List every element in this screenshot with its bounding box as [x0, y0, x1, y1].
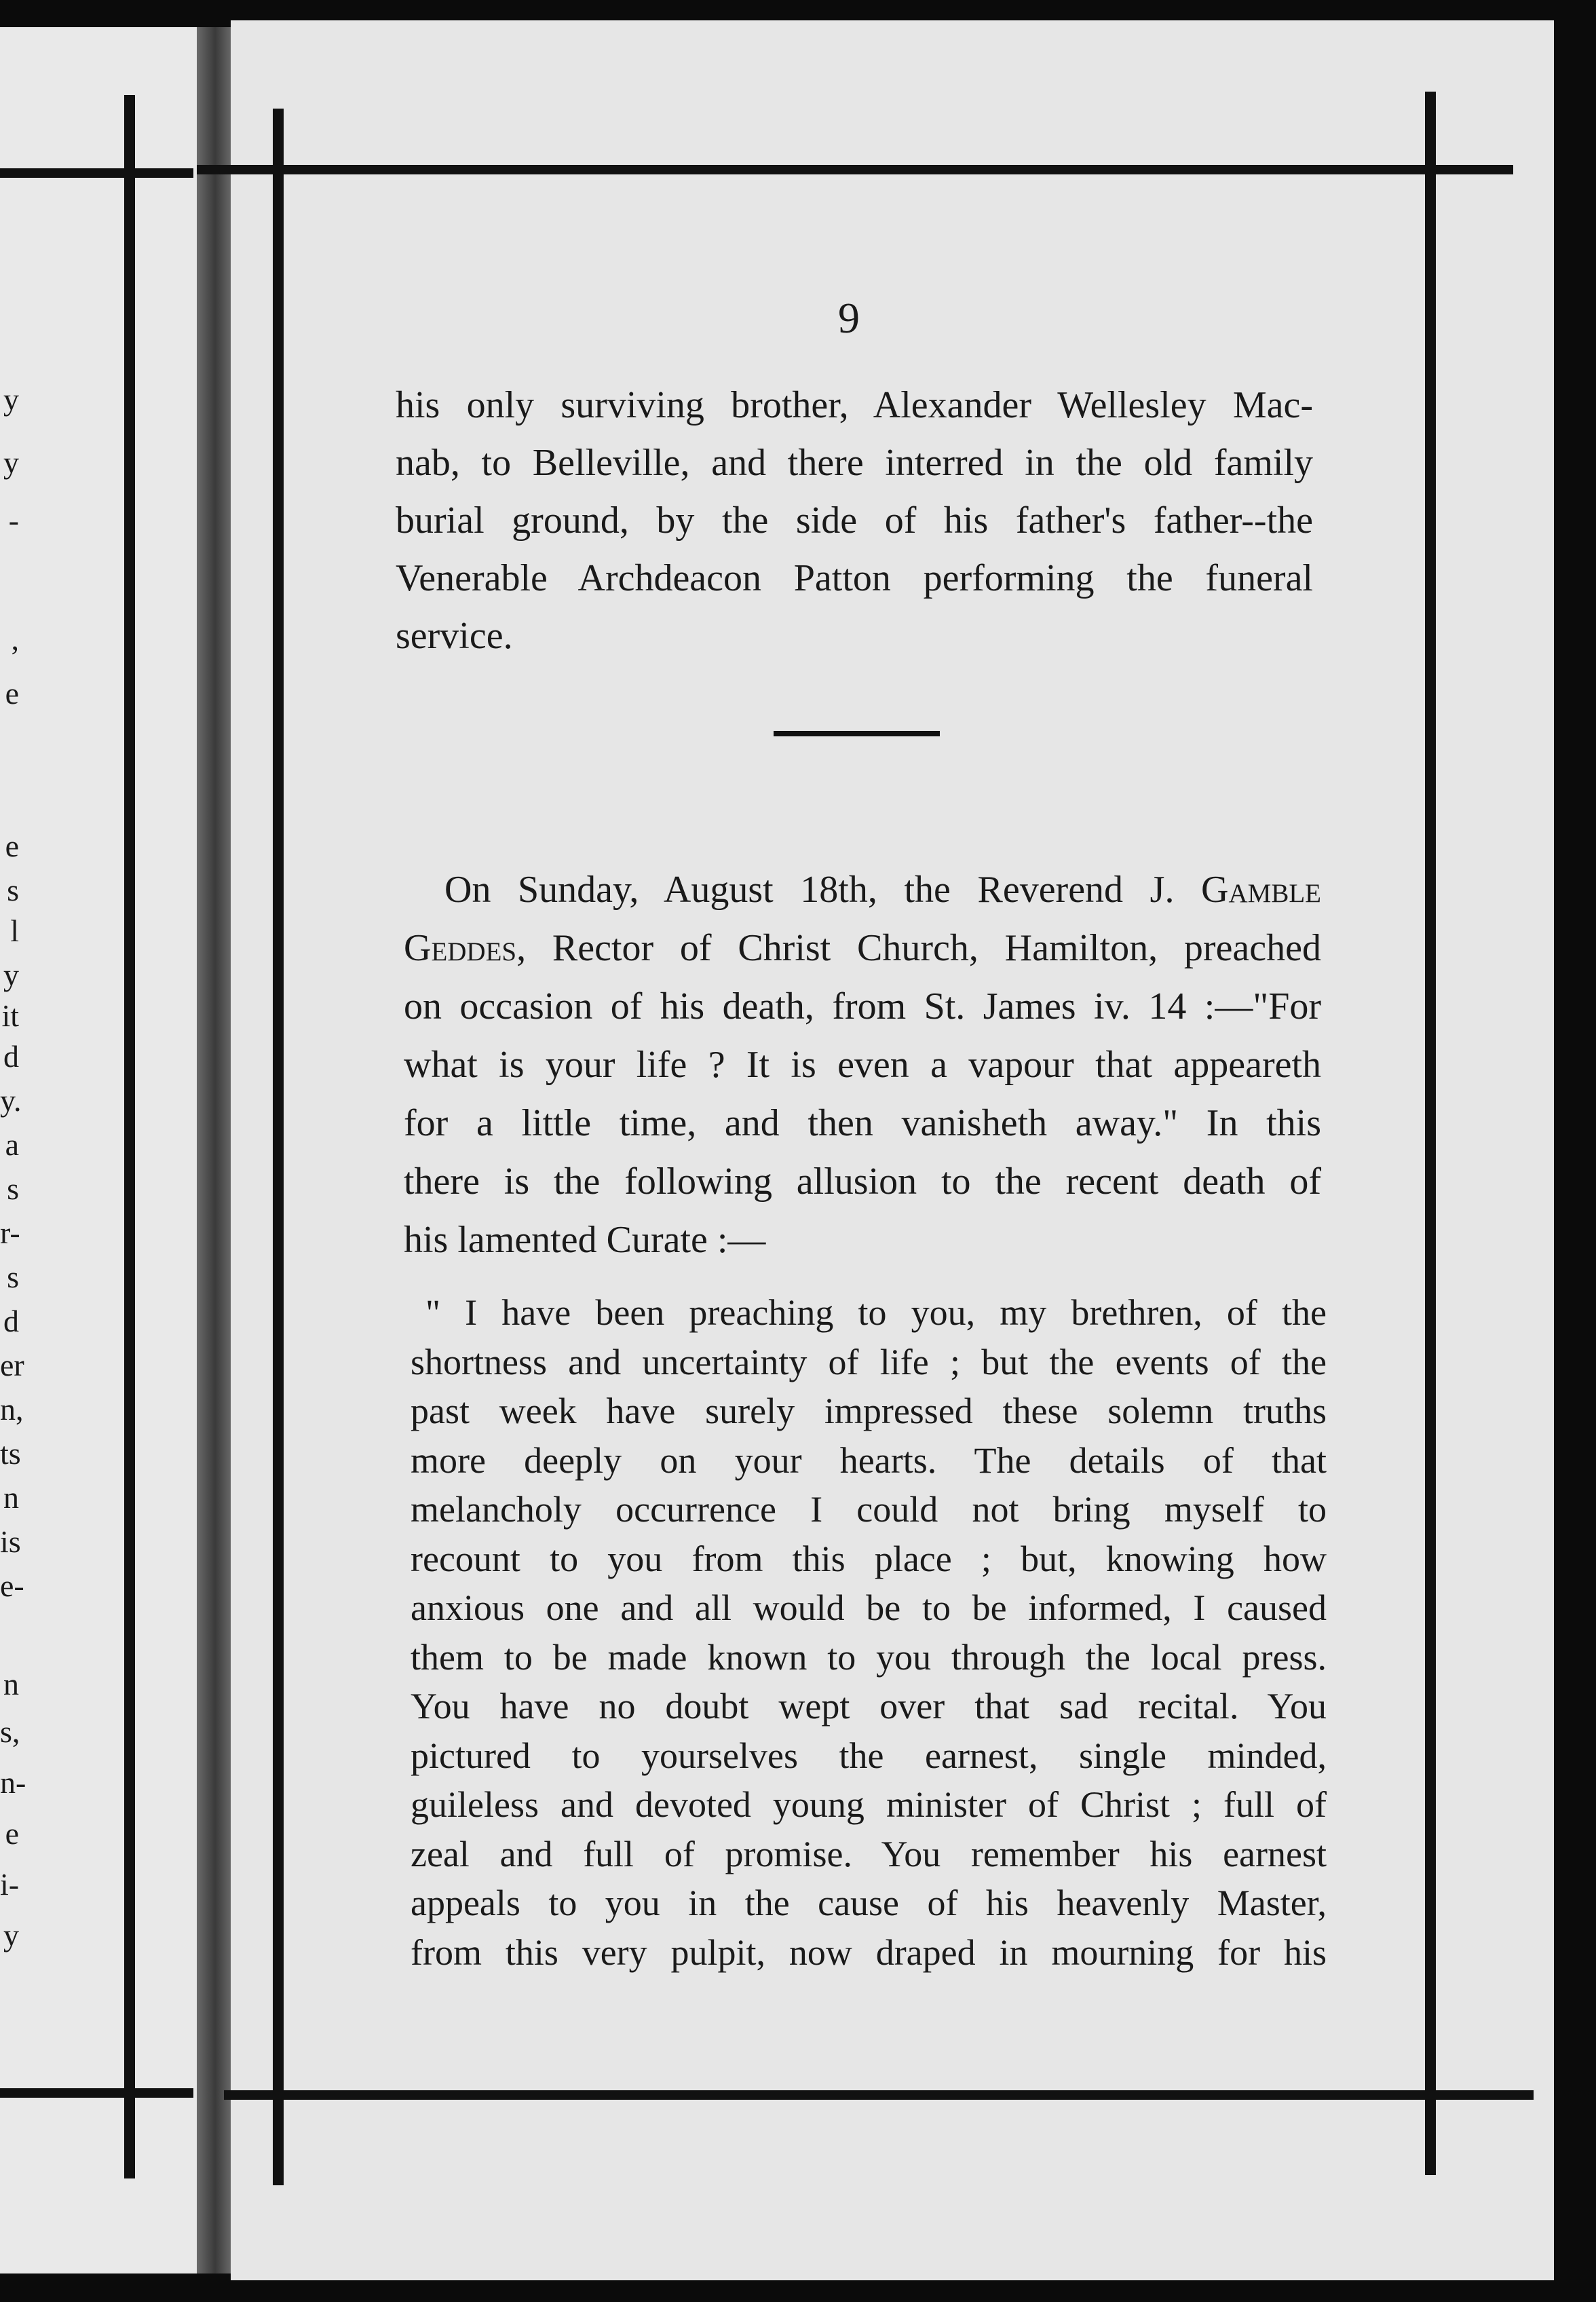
text-line: recount to you from this place ; but, knowing how — [411, 1538, 1327, 1579]
paragraph-sermon-intro — [404, 861, 1321, 1269]
text-line: past week have surely impressed these solemn truths — [411, 1391, 1327, 1431]
fragment: l — [10, 913, 19, 948]
text-line: them to be made known to you through the local press. — [411, 1636, 1327, 1678]
text-line: melancholy occurrence I could not bring myself to — [411, 1489, 1327, 1530]
fragment: y. — [0, 1083, 22, 1118]
fragment: n, — [0, 1392, 24, 1427]
fragment: i- — [0, 1867, 20, 1902]
text-line: Venerable Archdeacon Patton performing the funeral — [396, 557, 1313, 599]
right-border-rule — [1425, 92, 1436, 2175]
fragment: n — [3, 1667, 19, 1701]
text-line: more deeply on your hearts. The details of that — [411, 1439, 1327, 1481]
top-border-rule — [197, 165, 1513, 174]
left-page-top-rule — [0, 168, 193, 178]
fragment: ts — [0, 1436, 21, 1471]
text-line — [404, 919, 1321, 977]
fragment: , — [11, 622, 19, 656]
text-line: guileless and devoted young minister of Christ ; full of — [411, 1784, 1327, 1825]
fragment: er — [0, 1348, 24, 1382]
fragment: r- — [0, 1215, 20, 1250]
fragment: it — [1, 998, 19, 1033]
text-segment: On Sunday, August 18th, the Reverend J. — [444, 869, 1202, 911]
bottom-border-rule — [224, 2090, 1534, 2100]
text-line: service. — [396, 615, 513, 657]
paragraph-quotation — [411, 1288, 1327, 1977]
fragment: n — [3, 1480, 19, 1515]
left-page-bottom-rule — [0, 2088, 193, 2098]
fragment: s, — [0, 1714, 20, 1749]
fragment: e- — [0, 1568, 24, 1603]
fragment: s — [7, 873, 19, 907]
text-line: his lamented Curate :— — [404, 1219, 766, 1261]
left-page-right-rule — [124, 95, 135, 2178]
page-number: 9 — [838, 294, 860, 342]
text-line: pictured to yourselves the earnest, single minded, — [411, 1735, 1327, 1776]
fragment: e — [5, 676, 19, 711]
fragment: - — [8, 503, 19, 537]
small-caps-name: Geddes — [404, 927, 517, 969]
paragraph-burial — [396, 377, 1313, 665]
text-line: zeal and full of promise. You remember his earnest — [411, 1833, 1327, 1874]
fragment: y — [3, 382, 19, 417]
fragment: d — [3, 1304, 19, 1338]
text-line: on occasion of his death, from St. James iv. 14 :—"For — [404, 985, 1321, 1027]
text-segment: , Rector of Christ Church, Hamilton, preached — [516, 927, 1321, 969]
text-line: for a little time, and then vanisheth away." In this — [404, 1102, 1321, 1144]
fragment: n- — [0, 1765, 26, 1800]
fragment: s — [7, 1260, 19, 1294]
text-line: appeals to you in the cause of his heavenly Master, — [411, 1883, 1327, 1923]
left-page — [0, 27, 204, 2273]
text-line: burial ground, by the side of his father's father--the — [396, 499, 1313, 542]
text-line: what is your life ? It is even a vapour that appeareth — [404, 1044, 1321, 1086]
fragment: y — [3, 445, 19, 480]
section-divider — [774, 731, 940, 736]
fragment: d — [3, 1039, 19, 1074]
text-line: from this very pulpit, now draped in mourning for his — [411, 1931, 1327, 1973]
left-border-rule — [273, 109, 284, 2185]
text-line: shortness and uncertainty of life ; but the events of the — [411, 1341, 1327, 1382]
text-line: " I have been preaching to you, my brethren, of the — [425, 1292, 1327, 1333]
text-line: nab, to Belleville, and there interred in the old family — [396, 442, 1313, 484]
text-line: there is the following allusion to the recent death of — [404, 1161, 1321, 1203]
fragment: e — [5, 1816, 19, 1851]
fragment: a — [5, 1127, 19, 1162]
fragment: y — [3, 1918, 19, 1952]
text-line: anxious one and all would be to be informed, I caused — [411, 1587, 1327, 1628]
fragment: e — [5, 829, 19, 863]
fragment: y — [3, 958, 19, 992]
text-line — [404, 861, 1321, 919]
text-line: his only surviving brother, Alexander Wellesley Mac- — [396, 384, 1313, 426]
fragment: s — [7, 1171, 19, 1206]
text-line: You have no doubt wept over that sad recital. You — [411, 1686, 1327, 1726]
small-caps-name: Gamble — [1201, 869, 1321, 911]
fragment: is — [0, 1524, 21, 1559]
